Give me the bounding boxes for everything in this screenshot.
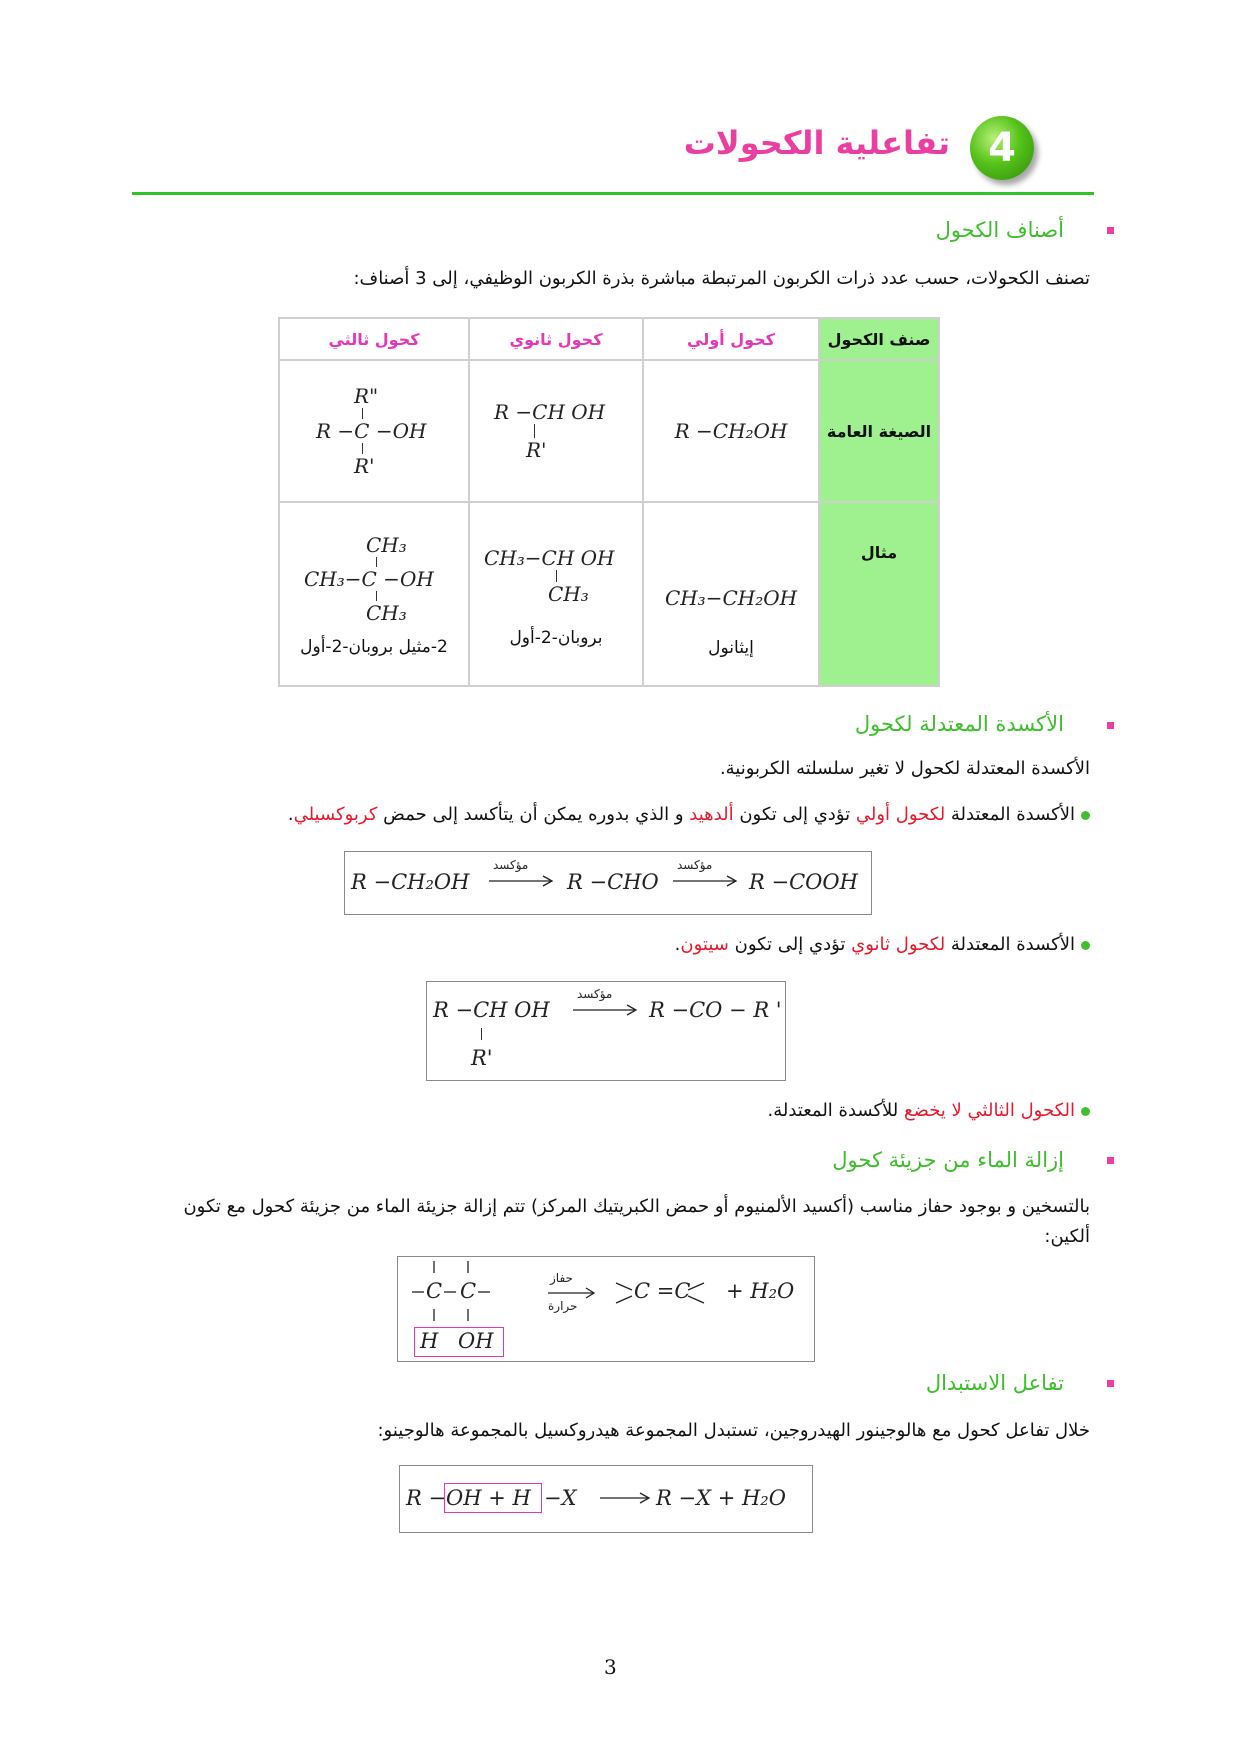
general-tertiary [279, 360, 469, 502]
eq1-aldehyde: R −CHO [567, 870, 659, 894]
example-primary-name: إيثانول [708, 638, 754, 658]
section-bullet-icon [1107, 1157, 1114, 1164]
example-secondary-main: CH₃−CH OH [484, 546, 615, 570]
row-header-example: مثال [819, 502, 939, 686]
example-tertiary-main: CH₃−C −OH [304, 567, 434, 591]
example-primary-formula: CH₃−CH₂OH [664, 586, 798, 610]
arrow-icon [673, 874, 739, 888]
subst-oh-h: OH + H [446, 1486, 531, 1510]
page-title: تفاعلية الكحولات [683, 124, 950, 162]
arrow-icon [573, 1003, 639, 1017]
section-bullet-icon [1107, 1380, 1114, 1387]
heat-label: حرارة [548, 1299, 578, 1313]
oxidation-secondary-text: الأكسدة المعتدلة لكحول ثانوي تؤدي إلى تكون سيتون. [90, 934, 1090, 955]
subst-r: R − [406, 1486, 447, 1510]
example-tertiary-top: CH₃ [366, 533, 407, 557]
general-secondary [469, 360, 643, 502]
formula-secondary-sub: R' [526, 438, 547, 462]
equation-substitution [399, 1465, 813, 1533]
carbon-1: C [426, 1279, 443, 1303]
formula-tertiary-top: R" [354, 384, 379, 408]
oxidation-intro: الأكسدة المعتدلة لكحول لا تغير سلسلته الكربونية. [719, 758, 1090, 779]
general-primary [643, 360, 819, 502]
example-tertiary-name: 2-مثيل بروبان-2-أول [300, 637, 448, 657]
section-bullet-icon [1107, 722, 1114, 729]
section-heading-oxidation: الأكسدة المعتدلة لكحول [854, 712, 1064, 736]
section-number-badge: 4 [970, 116, 1034, 180]
eq2-arrow-label: مؤكسد [577, 987, 613, 1001]
section-heading-substitution: تفاعل الاستبدال [925, 1371, 1064, 1395]
eq2-reactant: R −CH OH [433, 998, 550, 1022]
example-tertiary [279, 502, 469, 686]
alcohol-classes-table [278, 317, 940, 687]
equation-secondary-oxidation [426, 981, 786, 1081]
dehydration-line1: بالتسخين و بوجود حفاز مناسب (أكسيد الألمنيوم أو حمض الكبريتيك المركز) تتم إزالة جزيئة الماء من جزيئة كحول مع تكون [183, 1196, 1090, 1217]
col-header-secondary: كحول ثانوي [469, 318, 643, 360]
row-header-general: الصيغة العامة [819, 360, 939, 502]
oxidation-primary-text: الأكسدة المعتدلة لكحول أولي تؤدي إلى تكون ألدهيد و الذي بدوره يمكن أن يتأكسد إلى حمض كربوكسيلي. [90, 804, 1090, 825]
bullet-dot-icon [1081, 941, 1090, 950]
example-primary [643, 502, 819, 686]
classes-intro: تصنف الكحولات، حسب عدد ذرات الكربون المرتبطة مباشرة بذرة الكربون الوظيفي، إلى 3 أصناف: [353, 268, 1090, 289]
formula-tertiary-bottom: R' [354, 454, 375, 478]
formula-secondary-main: R −CH OH [494, 400, 606, 424]
catalyst-label: حفاز [550, 1271, 573, 1285]
bond-line [481, 1028, 482, 1040]
leaving-hydrogen: H [420, 1329, 439, 1353]
subst-x: −X [544, 1486, 577, 1510]
alkene-formula: C =C [634, 1279, 691, 1303]
section-heading-dehydration: إزالة الماء من جزيئة كحول [832, 1148, 1064, 1172]
page-number: 3 [604, 1655, 617, 1679]
eq2-ketone: R −CO − R ' [649, 998, 782, 1022]
eq1-arrow-label-2: مؤكسد [677, 858, 713, 872]
arrow-icon [600, 1491, 652, 1505]
example-tertiary-bottom: CH₃ [366, 601, 407, 625]
eq2-substituent: R' [471, 1046, 493, 1070]
example-secondary-sub: CH₃ [548, 582, 589, 606]
title-divider [132, 192, 1094, 195]
section-bullet-icon [1107, 227, 1114, 234]
equation-dehydration [397, 1256, 815, 1362]
substitution-intro: خلال تفاعل كحول مع هالوجينور الهيدروجين، تستبدل المجموعة هيدروكسيل بالمجموعة هالوجينو: [377, 1420, 1090, 1441]
oxidation-tertiary-text: الكحول الثالثي لا يخضع للأكسدة المعتدلة. [90, 1100, 1090, 1121]
arrow-icon [489, 874, 555, 888]
section-heading-classes: أصناف الكحول [935, 218, 1064, 242]
leaving-hydroxyl: OH [458, 1329, 494, 1353]
example-secondary [469, 502, 643, 686]
dehydration-line2: ألكين: [1044, 1226, 1090, 1247]
carbon-2: C [460, 1279, 477, 1303]
row-header-class: صنف الكحول [819, 318, 939, 360]
col-header-primary: كحول أولي [643, 318, 819, 360]
formula-tertiary-main: R −C −OH [316, 419, 427, 443]
water-product: + H₂O [726, 1279, 795, 1303]
equation-primary-oxidation [344, 851, 872, 915]
example-secondary-name: بروبان-2-أول [509, 628, 603, 648]
subst-products: R −X + H₂O [656, 1486, 786, 1510]
eq1-arrow-label-1: مؤكسد [493, 858, 529, 872]
eq1-reactant: R −CH₂OH [351, 870, 470, 894]
bullet-dot-icon [1081, 811, 1090, 820]
formula-primary: R −CH₂OH [674, 419, 788, 443]
col-header-tertiary: كحول ثالثي [279, 318, 469, 360]
eq1-acid: R −COOH [749, 870, 858, 894]
bullet-dot-icon [1081, 1107, 1090, 1116]
